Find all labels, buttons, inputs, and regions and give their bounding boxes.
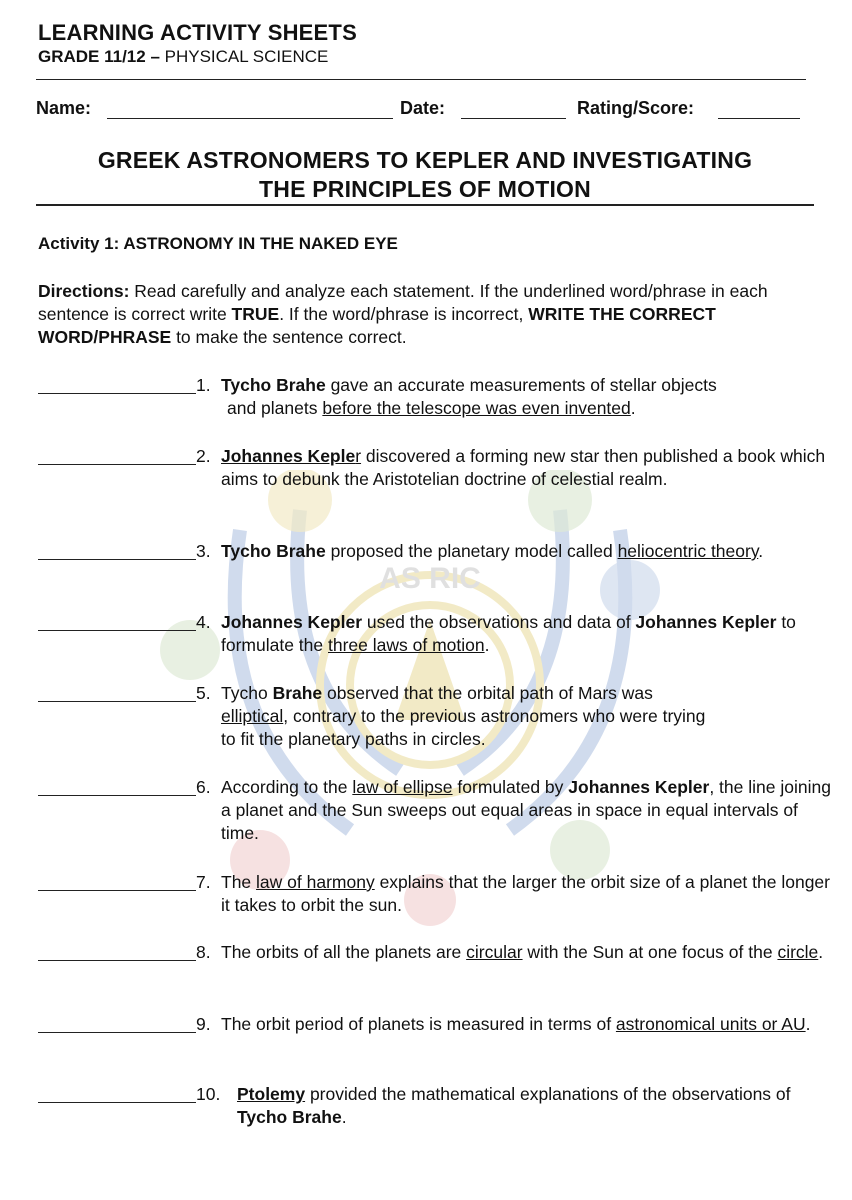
- date-field[interactable]: [461, 118, 566, 119]
- answer-blank[interactable]: [38, 559, 196, 560]
- answer-blank[interactable]: [38, 393, 196, 394]
- name-label: Name:: [36, 98, 92, 118]
- directions: Directions: Read carefully and analyze each statement. If the underlined word/phrase in each sentence is correct write TRUE. If the word/phrase is incorrect, WRITE THE CORRECT WORD/PHRASE to make the sentence correct.: [38, 281, 768, 347]
- watermark-text: AS RIC: [379, 562, 481, 595]
- answer-blank[interactable]: [38, 890, 196, 891]
- answer-blank[interactable]: [38, 464, 196, 465]
- answer-blank[interactable]: [38, 701, 196, 702]
- worksheet-page: AS RIC LEARNING ACTIVITY SHEETS GRADE 11/12 – PHYSICAL SCIENCE Name: Date: Rating/Score: GREEK ASTRONOMERS TO KEPLER AND INVESTIGATING THE PRINCIPLES OF MOTION Activity 1: ASTRONOMY IN THE NAKED EYE Directions: Read carefully and analyze each statement. If the underlined word/phrase in each sentence is correct write TRUE. If the word/phrase is incorrect, WRITE THE CORRECT WORD/PHRASE to make the sentence correct. 1. Tycho Brahe gave an accurate measurements of stellar objects and planets before the telescope was even invented. 2. Johannes Kepler discovered a forming new star then published a book which aims to debunk the Aristotelian doctrine of celestial realm. 3. Tycho Brahe proposed the planetary model called heliocentric theory. 4. Johannes Kepler used the observations and data of Johannes Kepler to formulate the three laws of motion. 5. Tycho Brahe observed that the orbital path of Mars was elliptical, contrary to the previous astronomers who were trying to fit the planetary paths in circles. 6. According to the law of ellipse formulated by Johannes Kepler, the line joining a planet and the Sun sweeps out equal areas in space in equal intervals of time. 7. The law of harmony explains that the larger the orbit size of a planet the longer it takes to orbit the sun. 8. The orbits of all the planets are circular with the Sun at one focus of the circle. 9. The orbit period of planets is measured in terms of astronomical units or AU. 10. Ptolemy provided the mathematical explanations of the observations of Tycho Brahe.: [36, 20, 831, 1127]
- header-divider: [36, 79, 806, 80]
- grade-subject: GRADE 11/12 – PHYSICAL SCIENCE: [38, 47, 329, 66]
- date-label: Date:: [400, 98, 446, 118]
- answer-blank[interactable]: [38, 1102, 196, 1103]
- answer-blank[interactable]: [38, 795, 196, 796]
- answer-blank[interactable]: [38, 630, 196, 631]
- activity-heading: Activity 1: ASTRONOMY IN THE NAKED EYE: [38, 234, 398, 253]
- answer-blank[interactable]: [38, 960, 196, 961]
- name-field[interactable]: [107, 118, 393, 119]
- rating-field[interactable]: [718, 118, 800, 119]
- main-title: GREEK ASTRONOMERS TO KEPLER AND INVESTIGATING THE PRINCIPLES OF MOTION: [97, 147, 753, 202]
- rating-label: Rating/Score:: [577, 98, 695, 118]
- sheet-title: LEARNING ACTIVITY SHEETS: [38, 20, 357, 45]
- title-divider: [36, 204, 814, 206]
- answer-blank[interactable]: [38, 1032, 196, 1033]
